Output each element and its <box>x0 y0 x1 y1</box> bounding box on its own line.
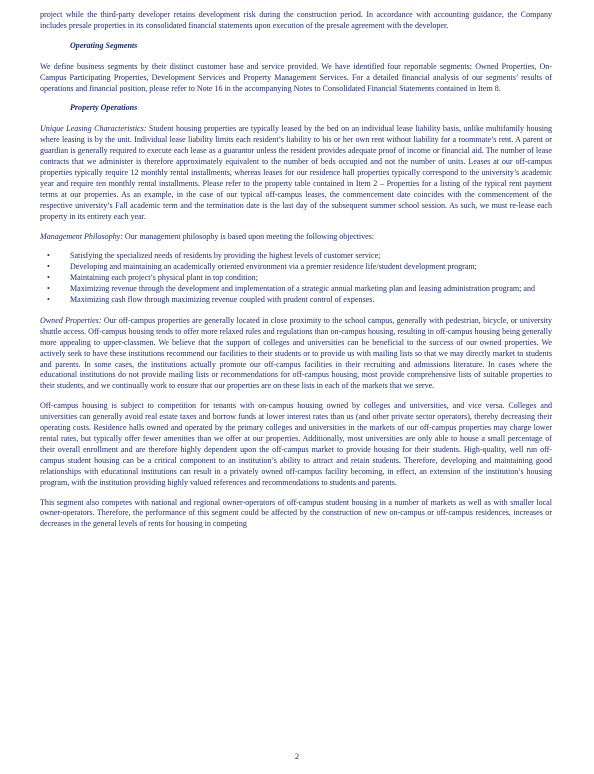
operating-segments-paragraph: We define business segments by their distinct customer base and service provided. We have identified four reportable segments: Owned Properties, On-Campus Participating Properties, Development Services and Property Management Services. For a detailed financial analysis of our segments’ results of operations and financial position, please refer to Note 16 in the accompanying Notes to Consolidated Financial Statements contained in Item 8. <box>40 61 552 93</box>
objective-text: Maintaining each project’s physical plant in top condition; <box>70 273 258 283</box>
bullet-icon: • <box>47 262 50 272</box>
list-item <box>40 262 552 273</box>
list-item <box>40 295 552 306</box>
owned-properties-lead: Owned Properties: <box>40 315 102 325</box>
list-item <box>40 284 552 295</box>
objective-text: Developing and maintaining an academically oriented environment via a premier residence life/student development program; <box>70 262 477 272</box>
list-item <box>40 273 552 284</box>
property-operations-heading: Property Operations <box>70 103 138 113</box>
bullet-icon: • <box>47 273 50 283</box>
unique-leasing-text: Student housing properties are typically leased by the bed on an individual lease liability basis, unlike multifamily housing where leasing is by the unit. Individual lease liability limits each resident’s liability to his or her own rent without liability for a roommate’s rent. A parent or guardian is generally required to execute each lease as a guarantor unless the resident provides adequate proof of income or financial aid. The number of lease contracts that we administer is therefore approximately equivalent to the number of beds occupied and not the number of units. Leases at our off-campus properties typically require 12 monthly rental installments, whereas leases for our residence hall properties typically correspond to the university’s academic year and require ten monthly rental installments. Please refer to the property table contained in Item 2 – Properties for a listing of the typical rent payment terms at our properties. As an example, in the case of our typical off-campus leases, the commencement date coincides with the commencement of the respective university’s Fall academic term and the termination date is the last day of the subsequent summer school session. As such, we must re-lease each property in its entirety each year. <box>40 124 552 221</box>
unique-leasing-paragraph <box>40 124 552 222</box>
objective-text: Satisfying the specialized needs of residents by providing the highest levels of customer service; <box>70 251 381 261</box>
owner-operators-paragraph: This segment also competes with national and regional owner-operators of off-campus student housing in a number of markets as well as with smaller local owner-operators. Therefore, the performance of this segment could be affected by the construction of new on-campus or off-campus residences, increases or decreases in the general levels of rents for housing in competing <box>40 497 552 529</box>
operating-segments-heading: Operating Segments <box>70 40 138 50</box>
objectives-list <box>40 251 552 306</box>
list-item <box>40 251 552 262</box>
owned-properties-paragraph <box>40 316 552 392</box>
bullet-icon: • <box>47 295 50 305</box>
page-number: 2 <box>294 751 300 761</box>
competition-paragraph: Off-campus housing is subject to competition for tenants with on-campus housing owned by colleges and universities, and vice versa. Colleges and universities can generally avoid real estate taxes and borrow funds at lower interest rates than us (and other private sector operators), thereby decreasing their operating costs. Residence halls owned and operated by the primary colleges and universities in the markets of our off-campus properties may charge lower rental rates, but typically offer fewer amenities than we offer at our properties. Additionally, most universities are only able to house a small percentage of their overall enrollment and are therefore highly dependent upon the off-campus market to provide housing for their students. High-quality, well run off-campus student housing can be a critical component to an institution’s ability to attract and retain students. Therefore, developing and maintaining good relationships with educational institutions can result in a privately owned off-campus facility becoming, in effect, an extension of the institution’s housing program, with the institution providing highly valued references and recommendations to students and parents. <box>40 401 552 487</box>
objective-text: Maximizing revenue through the development and implementation of a strategic annual marketing plan and leasing administration program; and <box>70 284 536 294</box>
bullet-icon: • <box>47 251 50 261</box>
management-philosophy-lead: Management Philosophy: <box>40 231 123 241</box>
unique-leasing-lead: Unique Leasing Characteristics: <box>40 124 147 134</box>
owned-properties-text: Our off-campus properties are generally located in close proximity to the school campus, generally with pedestrian, bicycle, or university shuttle access. Off-campus housing tends to offer more relaxed rules and regulations than on-campus housing, resulting in off-campus housing being generally more appealing to upper-classmen. We believe that the support of colleges and universities can be beneficial to the success of our owned properties. We actively seek to have these institutions recommend our facilities to their students or to provide us with mailing lists so that we may directly market to students and parents. In some cases, the institutions actually promote our off-campus facilities in their recruiting and admissions literature. In cases where the educational institutions do not provide mailing lists or recommendations for off-campus housing, most provide comprehensive lists of suitable properties to their students, and we continually work to ensure that our properties are on these lists in each of the markets that we serve. <box>40 315 552 391</box>
document-page <box>40 10 552 539</box>
management-philosophy-paragraph <box>40 232 552 243</box>
objective-text: Maximizing cash flow through maximizing revenue coupled with prudent control of expenses. <box>70 295 375 305</box>
bullet-icon: • <box>47 284 50 294</box>
management-philosophy-text: Our management philosophy is based upon meeting the following objectives: <box>122 231 375 241</box>
intro-paragraph: project while the third-party developer retains development risk during the construction period. In accordance with accounting guidance, the Company includes presale properties in its consolidated financial statements upon execution of the presale agreement with the developer. <box>40 10 552 30</box>
